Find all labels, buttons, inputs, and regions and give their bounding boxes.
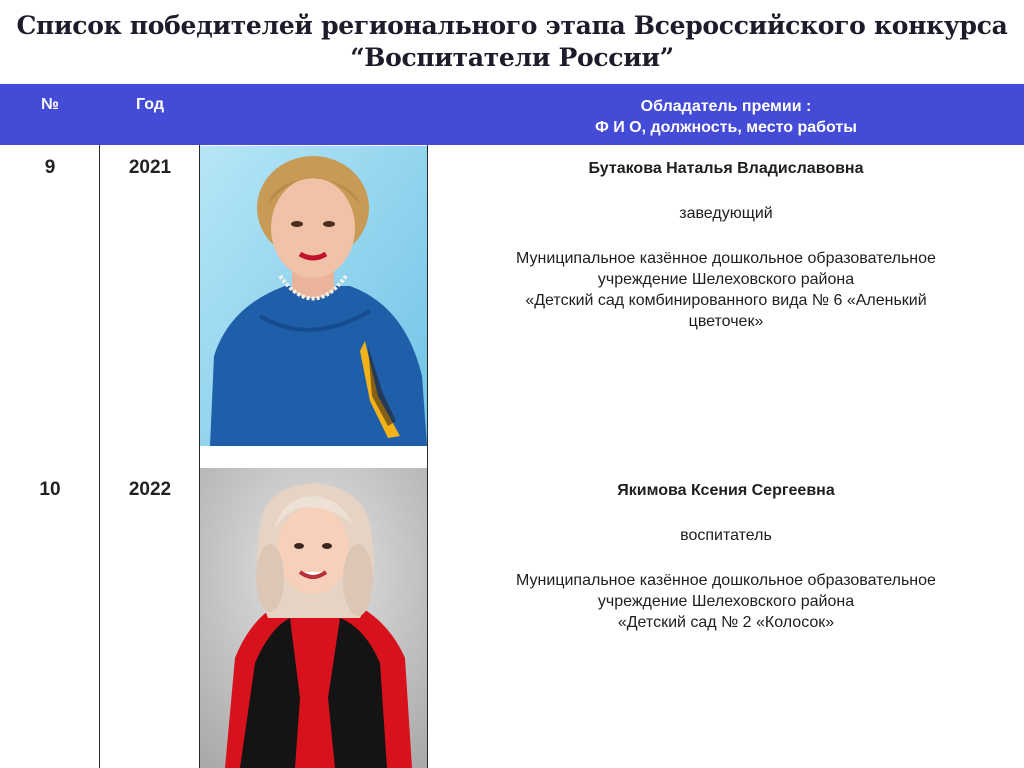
winner-info bbox=[428, 158, 1024, 332]
winner-photo bbox=[200, 146, 427, 446]
winner-photo bbox=[200, 468, 427, 768]
organization-line: «Детский сад № 2 «Колосок» bbox=[617, 614, 835, 631]
row-year: 2021 bbox=[128, 157, 172, 178]
column-divider bbox=[99, 145, 100, 768]
winner-name: Якимова Ксения Сергеевна bbox=[617, 482, 835, 499]
winner-name: Бутакова Наталья Владиславовна bbox=[588, 160, 864, 177]
organization-line: цветочек» bbox=[688, 313, 764, 330]
organization-line: Муниципальное казённое дошкольное образовательное bbox=[516, 250, 936, 267]
header-owner bbox=[428, 96, 1024, 157]
organization-line: учреждение Шелеховского района bbox=[597, 271, 855, 288]
winner-position: воспитатель bbox=[680, 527, 772, 544]
header-year: Год bbox=[136, 96, 164, 113]
row-number: 9 bbox=[44, 157, 56, 178]
winner-organization bbox=[428, 248, 1024, 332]
winner-organization bbox=[428, 570, 1024, 633]
title-line-1: Список победителей регионального этапа Всероссийского конкурса bbox=[16, 11, 1008, 40]
winner-position: заведующий bbox=[679, 205, 773, 222]
table-header bbox=[0, 84, 1024, 145]
organization-line: «Детский сад комбинированного вида № 6 «Аленький bbox=[525, 292, 927, 309]
title-line-2: “Воспитатели России” bbox=[350, 43, 674, 72]
organization-line: учреждение Шелеховского района bbox=[597, 593, 855, 610]
row-number: 10 bbox=[39, 479, 61, 500]
winner-info bbox=[428, 480, 1024, 633]
header-number: № bbox=[41, 96, 59, 113]
organization-line: Муниципальное казённое дошкольное образовательное bbox=[516, 572, 936, 589]
header-owner-line-1: Обладатель премии : bbox=[640, 98, 812, 115]
row-year: 2022 bbox=[128, 479, 172, 500]
header-owner-line-2: Ф И О, должность, место работы bbox=[595, 119, 857, 136]
page-title bbox=[0, 0, 1024, 84]
